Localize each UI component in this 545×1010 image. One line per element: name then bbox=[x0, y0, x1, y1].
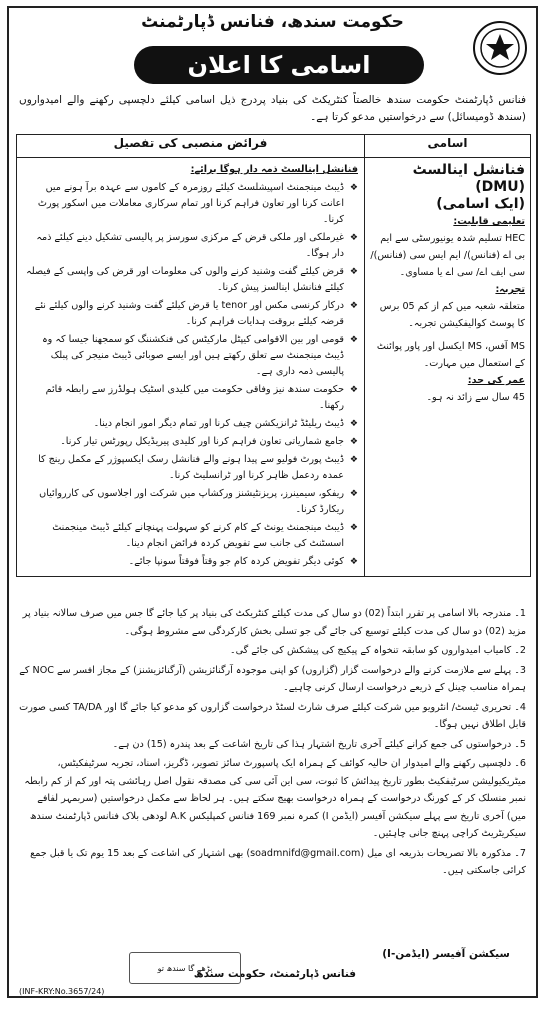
sindh-slogan-stamp: بڑھے گا سندھ تو bbox=[129, 952, 241, 984]
post-title: فنانشل اینالسٹ (DMU) bbox=[412, 162, 525, 195]
age-heading: عمر کی حد: bbox=[467, 375, 525, 386]
duties-heading: فنانشل اینالسٹ ذمہ دار ہوگا برائے: bbox=[190, 164, 358, 175]
duty-item: ❖ ڈیبٹ مینجمنٹ یونٹ کے کام کرنے کو سہولت پہنچانے کیلئے ڈیبٹ مینجمنٹ اسسٹنٹ کی جانب سے تفویض کردہ فرائض انجام دینا۔ bbox=[23, 520, 358, 552]
duty-item: ❖ قومی اور بین الاقوامی کیپٹل مارکیٹس کی فنکشننگ کو سمجھنا جیسا کہ وہ ڈیبٹ مینجمنٹ سے تعلق رکھتے ہیں اور ایسے صوبائی ڈیبٹ منیجر کی پبلک پالیسی ذمہ داری ہے۔ bbox=[23, 332, 358, 380]
duty-item: ❖ غیرملکی اور ملکی قرض کے مرکزی سورسز پر پالیسی تشکیل دینے کیلئے ذمہ دار ہوگا۔ bbox=[23, 230, 358, 262]
signature-department: فنانس ڈپارٹمنٹ، حکومت سندھ bbox=[193, 968, 356, 980]
duty-item: ❖ ڈیبٹ مینجمنٹ اسپیشلسٹ کیلئے روزمرہ کے کاموں سے عہدہ برآ ہونے میں اعانت کرنا اور تعاون فراہم کرنا اور تمام سرکاری معاملات میں اسکور پورٹ کرنا۔ bbox=[23, 180, 358, 228]
duty-item: ❖ جامع شماریاتی تعاون فراہم کرنا اور کلیدی پیریڈیکل رپورٹس تیار کرنا۔ bbox=[23, 434, 358, 450]
duties-column-header: فرائض منصبی کی تفصیل bbox=[17, 135, 365, 158]
duty-item: ❖ ڈیبٹ ریلیٹڈ ٹرانزیکشن چیف کرنا اور تمام دیگر امور انجام دینا۔ bbox=[23, 416, 358, 432]
duty-item: ❖ حکومت سندھ نیز وفاقی حکومت میں کلیدی اسٹیک ہولڈرز سے رابطہ قائم رکھنا۔ bbox=[23, 382, 358, 414]
term-item: 3۔ پہلے سے ملازمت کرنے والے درخواست گزار (گزاروں) کو اپنی موجودہ آرگنائزیشن (آرگنائزیشنز) کے مجاز افسر سے NOC کے ہمراہ مناسب چینل کے ذریعے درخواست ارسال کرنی چاہیے۔ bbox=[19, 664, 526, 693]
department-title: حکومت سندھ، فنانس ڈپارٹمنٹ bbox=[141, 12, 404, 32]
header bbox=[9, 12, 536, 98]
term-item: 6۔ دلچسپی رکھنے والے امیدوار ان حالیہ کوائف کے ہمراہ ایک پاسپورٹ سائز تصویر، ڈگریز، اسناد، تجربہ سرٹیفکیٹس، میٹریکیولیشن سرٹیفکیٹ بطور تاریخ پیدائش کا ثبوت، سی این آئی سی کی مصدقہ نقول اصل رہائشی پتہ اور کم از کم رابطہ نمبر منسلک کر کے کورنگ درخواست کے ہمراہ درخواست بھیج سکتے ہیں۔ ہر لحاظ سے مکمل درخواستیں (سربمہر لفافے میں) آخری تاریخ سے پہلے سیکشن آفیسر (ایڈمن I) کمرہ نمبر 169 فنانس کمپلیکس A.K لودھی بلاک فنانس ڈپارٹمنٹ سندھ سیکریٹریٹ کراچی پہنچ جانی چاہئیں۔ bbox=[24, 758, 526, 839]
footer bbox=[19, 946, 526, 996]
duty-item: ❖ کوئی دیگر تفویض کردہ کام جو وقتاً فوقتاً سونپا جائے۔ bbox=[23, 554, 358, 570]
experience-heading: تجربہ: bbox=[495, 284, 525, 295]
post-count: (ایک اسامی) bbox=[436, 196, 525, 212]
qualification-text: HEC تسلیم شدہ یونیورسٹی سے ایم بی اے (فنانس)/ ایم ایس سی (فنانس)/ سی ایف اے/ سی اے یا مساوی۔ bbox=[370, 233, 525, 278]
duties-cell bbox=[17, 158, 365, 577]
post-details-table bbox=[16, 134, 531, 577]
post-column-header: اسامی bbox=[365, 135, 531, 158]
term-item: 4۔ تحریری ٹیسٹ/ انٹرویو میں شرکت کیلئے صرف شارٹ لسٹڈ درخواست گزاروں کو مدعو کیا جائے گا اور TA/DA کسی صورت قابل اطلاق نہیں ہوگا۔ bbox=[19, 701, 526, 730]
skills-text: MS آفس، MS ایکسل اور پاور پوائنٹ کے استعمال میں مہارت۔ bbox=[376, 341, 525, 369]
duty-item: ❖ ریفکو، سیمینرز، پریزنٹیشنز ورکشاپ میں شرکت اور اجلاسوں کی کارروائیاں ریکارڈ کرنا۔ bbox=[23, 486, 358, 518]
age-text: 45 سال سے زائد نہ ہو۔ bbox=[426, 392, 525, 403]
signature-title: سیکشن آفیسر (ایڈمن-I) bbox=[382, 948, 510, 960]
sindh-government-seal-icon bbox=[472, 20, 528, 76]
term-item: 7۔ مذکورہ بالا تصریحات بذریعہ ای میل (soadmnifd@gmail.com) بھی اشتہار کی اشاعت کے بعد 15 یوم تک یا قبل جمع کرائی جاسکتی ہیں۔ bbox=[30, 847, 526, 876]
advertisement-page bbox=[7, 6, 538, 998]
term-item: 1۔ مندرجہ بالا اسامی پر تقرر ابتداً (02) دو سال کی مدت کیلئے کنٹریکٹ کی بنیاد پر کیا جائے گا جس میں صرف سالانہ بنیاد پر مزید (02) دو سال کی مدت کیلئے توسیع کی جائے گی جو تسلی بخش کارکردگی سے مشروط ہوگی۔ bbox=[22, 608, 526, 637]
inf-code: (INF-KRY:No.3657/24) bbox=[19, 987, 105, 996]
announcement-banner: اسامی کا اعلان bbox=[134, 46, 424, 84]
terms-list bbox=[19, 605, 526, 882]
term-item: 5۔ درخواستوں کی جمع کرانے کیلئے آخری تاریخ اشتہار ہذا کی تاریخ اشاعت کے بعد پندرہ (15) دن ہے۔ bbox=[112, 738, 526, 750]
post-cell bbox=[365, 158, 531, 577]
qualification-heading: تعلیمی قابلیت: bbox=[453, 216, 525, 227]
duty-item: ❖ درکار کرنسی مکس اور tenor یا قرض کیلئے گفت وشنید کرنے والوں کیلئے نئے قرضہ کیلئے بروقت ہدایات فراہم کرنا۔ bbox=[23, 298, 358, 330]
experience-text: متعلقہ شعبہ میں کم از کم 05 برس کا پوسٹ کوالیفکیشن تجربہ۔ bbox=[379, 301, 525, 329]
term-item: 2۔ کامیاب امیدواروں کو سابقہ تنخواہ کے پیکیج کی پیشکش کی جائے گی۔ bbox=[229, 645, 526, 656]
intro-paragraph: فنانس ڈپارٹمنٹ حکومت سندھ خالصتاً کنٹریکٹ کی بنیاد پردرج ذیل اسامی کیلئے دلچسپی رکھنے والے امیدواروں (سندھ ڈومیسائل) سے درخواستیں مدعو کرتا ہے۔ bbox=[19, 94, 526, 123]
duty-item: ❖ ڈیبٹ پورٹ فولیو سے پیدا ہونے والے فنانشل رسک ایکسپوژر کے مکمل رینج کا عمدہ ردعمل ظاہر کرنا اور ٹرانسلیٹ کرنا۔ bbox=[23, 452, 358, 484]
duty-item: ❖ قرض کیلئے گفت وشنید کرنے والوں کی معلومات اور قرض کی واپسی کے فیصلہ کیلئے فنانشل اینالسز پیش کرنا۔ bbox=[23, 264, 358, 296]
